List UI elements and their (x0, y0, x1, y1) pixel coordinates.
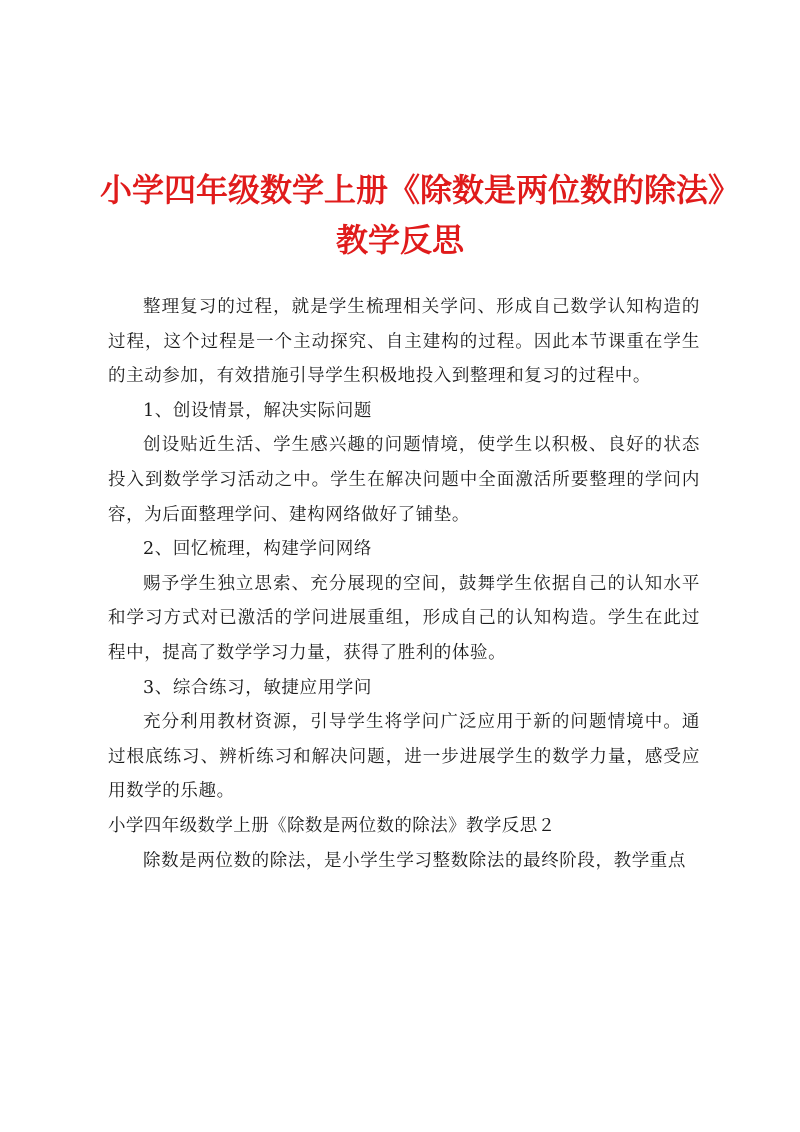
second-article-paragraph: 除数是两位数的除法，是小学生学习整数除法的最终阶段，教学重点 (143, 850, 686, 871)
document-body (108, 290, 700, 878)
document-title-line-2: 教学反思 (335, 221, 464, 259)
section-heading-1: 1、创设情景，解决实际问题 (143, 400, 372, 421)
intro-paragraph: 整理复习的过程，就是学生梳理相关学问、形成自己数学认知构造的过程，这个过程是一个主动探究、自主建构的过程。因此本节课重在学生的主动参加，有效措施引导学生积极地投入到整理和复习的过程中。 (108, 297, 700, 387)
section-heading-2: 2、回忆梳理，构建学问网络 (143, 539, 372, 560)
section-heading-3: 3、综合练习，敏捷应用学问 (143, 677, 372, 698)
document-title-line-1: 小学四年级数学上册《除数是两位数的除法》 (100, 171, 741, 209)
section-paragraph-2: 赐予学生独立思索、充分展现的空间，鼓舞学生依据自己的认知水平和学习方式对已激活的学问进展重组，形成自己的认知构造。学生在此过程中，提高了数学学习力量，获得了胜利的体验。 (108, 573, 700, 663)
section-paragraph-1: 创设贴近生活、学生感兴趣的问题情境，使学生以积极、良好的状态投入到数学学习活动之中。学生在解决问题中全面激活所要整理的学问内容，为后面整理学问、建构网络做好了铺垫。 (108, 435, 700, 525)
second-article-title: 小学四年级数学上册《除数是两位数的除法》教学反思２ (108, 815, 556, 836)
section-paragraph-3: 充分利用教材资源，引导学生将学问广泛应用于新的问题情境中。通过根底练习、辨析练习和解决问题，进一步进展学生的数学力量，感受应用数学的乐趣。 (108, 712, 700, 802)
